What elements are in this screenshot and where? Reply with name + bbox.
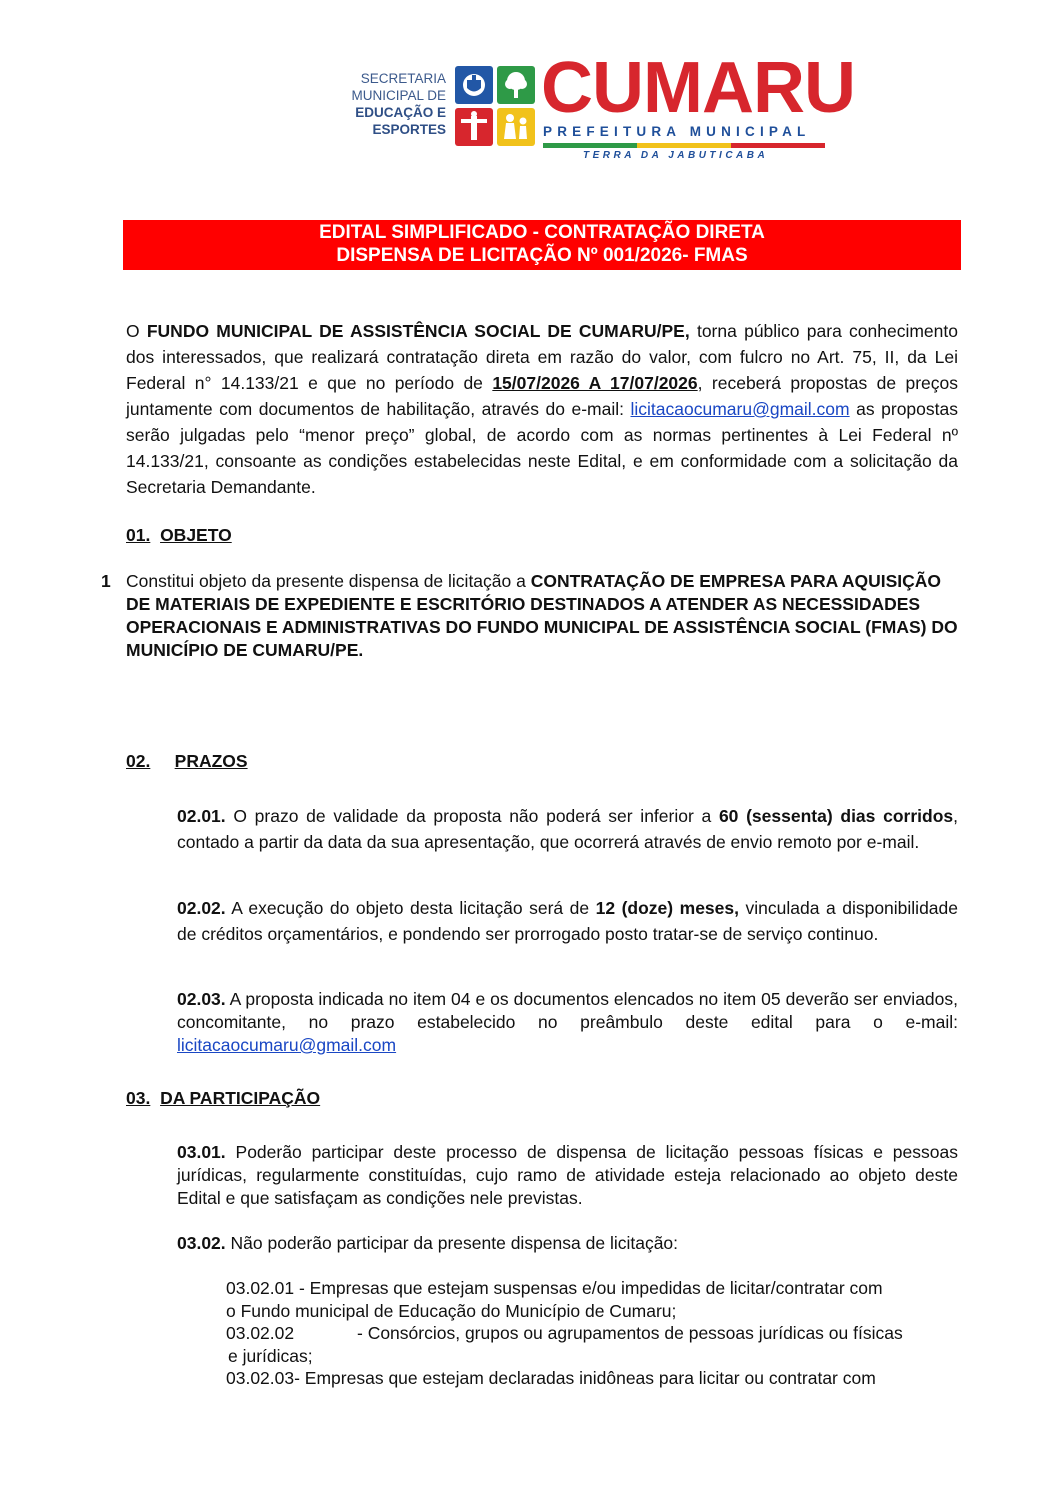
secretaria-line: MUNICIPAL DE [351, 88, 446, 103]
section-title: PRAZOS [174, 751, 248, 771]
email-link[interactable]: licitacaocumaru@gmail.com [177, 1035, 397, 1055]
clause-number: 02.03. [177, 989, 226, 1009]
section-title: DA PARTICIPAÇÃO [160, 1088, 321, 1108]
section-number: 03. [126, 1088, 151, 1108]
clause-03-02 [177, 1232, 958, 1255]
clause-number: 02.01. [177, 806, 226, 826]
subclause-03-02-02-line: e jurídicas; [228, 1346, 313, 1366]
section-heading-prazos [126, 751, 248, 772]
brand-subtitle: PREFEITURA MUNICIPAL [543, 124, 811, 139]
banner-line: EDITAL SIMPLIFICADO - CONTRATAÇÃO DIRETA [319, 222, 765, 243]
tree-icon [497, 66, 535, 104]
municipal-emblem [455, 66, 535, 146]
coat-of-arms-icon [455, 66, 493, 104]
subclause-03-02-01-line: 03.02.01 - Empresas que estejam suspensas e/ou impedidas de licitar/contratar com [226, 1278, 883, 1298]
clause-02-02 [177, 895, 958, 947]
item-number: 1 [101, 571, 111, 591]
objeto-text: Constitui objeto da presente dispensa de licitação a [126, 571, 531, 591]
banner-line: DISPENSA DE LICITAÇÃO Nº 001/2026- FMAS [336, 245, 748, 266]
clause-highlight: 12 (doze) meses, [595, 898, 739, 918]
clause-number: 02.02. [177, 898, 226, 918]
intro-text: as propostas serão julgadas pelo “menor preço” global, de acordo com as normas pertinentes à Lei Federal nº 14.133/21, consoante as condições estabelecidas neste Edital, e em conformidade com a solicitação da Secretaria Demandante. [126, 399, 958, 497]
monument-icon [455, 108, 493, 146]
secretaria-line: SECRETARIA [360, 71, 446, 86]
section-number: 02. [126, 751, 151, 771]
intro-fund-name: FUNDO MUNICIPAL DE ASSISTÊNCIA SOCIAL DE CUMARU/PE, [146, 321, 690, 341]
objeto-description: CONTRATAÇÃO DE EMPRESA PARA AQUISIÇÃO DE MATERIAIS DE EXPEDIENTE E ESCRITÓRIO DESTINADOS A ATENDER AS NECESSIDADES OPERACIONAIS E ADMINISTRATIVAS DO FUNDO MUNICIPAL DE ASSISTÊNCIA SOCIAL (FMAS) DO MUNICÍPIO DE CUMARU/PE. [126, 571, 958, 660]
clause-number: 03.01. [177, 1142, 226, 1162]
intro-text: torna público para conhecimento dos interessados, que realizará contratação direta em razão do valor, com fulcro no Art. 75, II, da Lei Federal n° 14.133/21 e que no período de [126, 321, 958, 393]
secretaria-label [338, 70, 446, 138]
clause-text: , contado a partir da data da sua apresentação, que ocorrerá através de envio remoto por e-mail. [177, 806, 958, 852]
section-number: 01. [126, 525, 151, 545]
intro-paragraph [126, 318, 958, 500]
intro-text: O [126, 321, 147, 341]
clause-text: A execução do objeto desta licitação será de [225, 898, 596, 918]
section-heading-objeto [126, 525, 232, 546]
clause-text: A proposta indicada no item 04 e os documentos elencados no item 05 deverão ser enviados, concomitante, no prazo estabelecido no preâmbulo deste edital para o e-mail: [177, 989, 958, 1032]
brand-tagline: TERRA DA JABUTICABA [583, 150, 769, 161]
section-heading-participacao [126, 1088, 320, 1109]
intro-period: 15/07/2026 A 17/07/2026 [492, 373, 698, 393]
subclause-03-02-02-line: - Consórcios, grupos ou agrupamentos de pessoas jurídicas ou físicas [357, 1323, 903, 1343]
brand-stripes [543, 143, 825, 148]
secretaria-line: ESPORTES [372, 122, 446, 137]
objeto-paragraph [126, 570, 958, 662]
subclause-03-02-03-line: 03.02.03- Empresas que estejam declaradas inidôneas para licitar ou contratar com [226, 1368, 876, 1388]
clause-text: Poderão participar deste processo de dispensa de licitação pessoas físicas e pessoas jurídicas, regularmente constituídas, cujo ramo de atividade esteja relacionado ao objeto deste Edital e que satisfaçam as condições nele previstas. [177, 1142, 958, 1208]
brand-title: CUMARU [541, 48, 855, 128]
clause-text: Não poderão participar da presente dispensa de licitação: [225, 1233, 679, 1253]
email-link[interactable]: licitacaocumaru@gmail.com [630, 399, 850, 419]
section-title: OBJETO [160, 525, 232, 545]
subclause-03-02-01-line: o Fundo municipal de Educação do Município de Cumaru; [226, 1301, 677, 1321]
clause-02-03 [177, 988, 958, 1057]
edital-banner [123, 220, 961, 270]
subclause-number: 03.02.02 [226, 1323, 295, 1343]
clause-number: 03.02. [177, 1233, 226, 1253]
clause-highlight: 60 (sessenta) dias corridos [718, 806, 954, 826]
clause-03-01 [177, 1141, 958, 1210]
secretaria-line: EDUCAÇÃO E [355, 105, 446, 120]
children-icon [497, 108, 535, 146]
clause-text: O prazo de validade da proposta não poderá ser inferior a [225, 806, 719, 826]
intro-text: , receberá propostas de preços juntamente com documentos de habilitação, através do e-mail: [126, 373, 959, 419]
clause-text: vinculada a disponibilidade de créditos orçamentários, e pondendo ser prorrogado posto tratar-se de serviço continuo. [177, 898, 958, 944]
clause-02-01 [177, 803, 958, 855]
